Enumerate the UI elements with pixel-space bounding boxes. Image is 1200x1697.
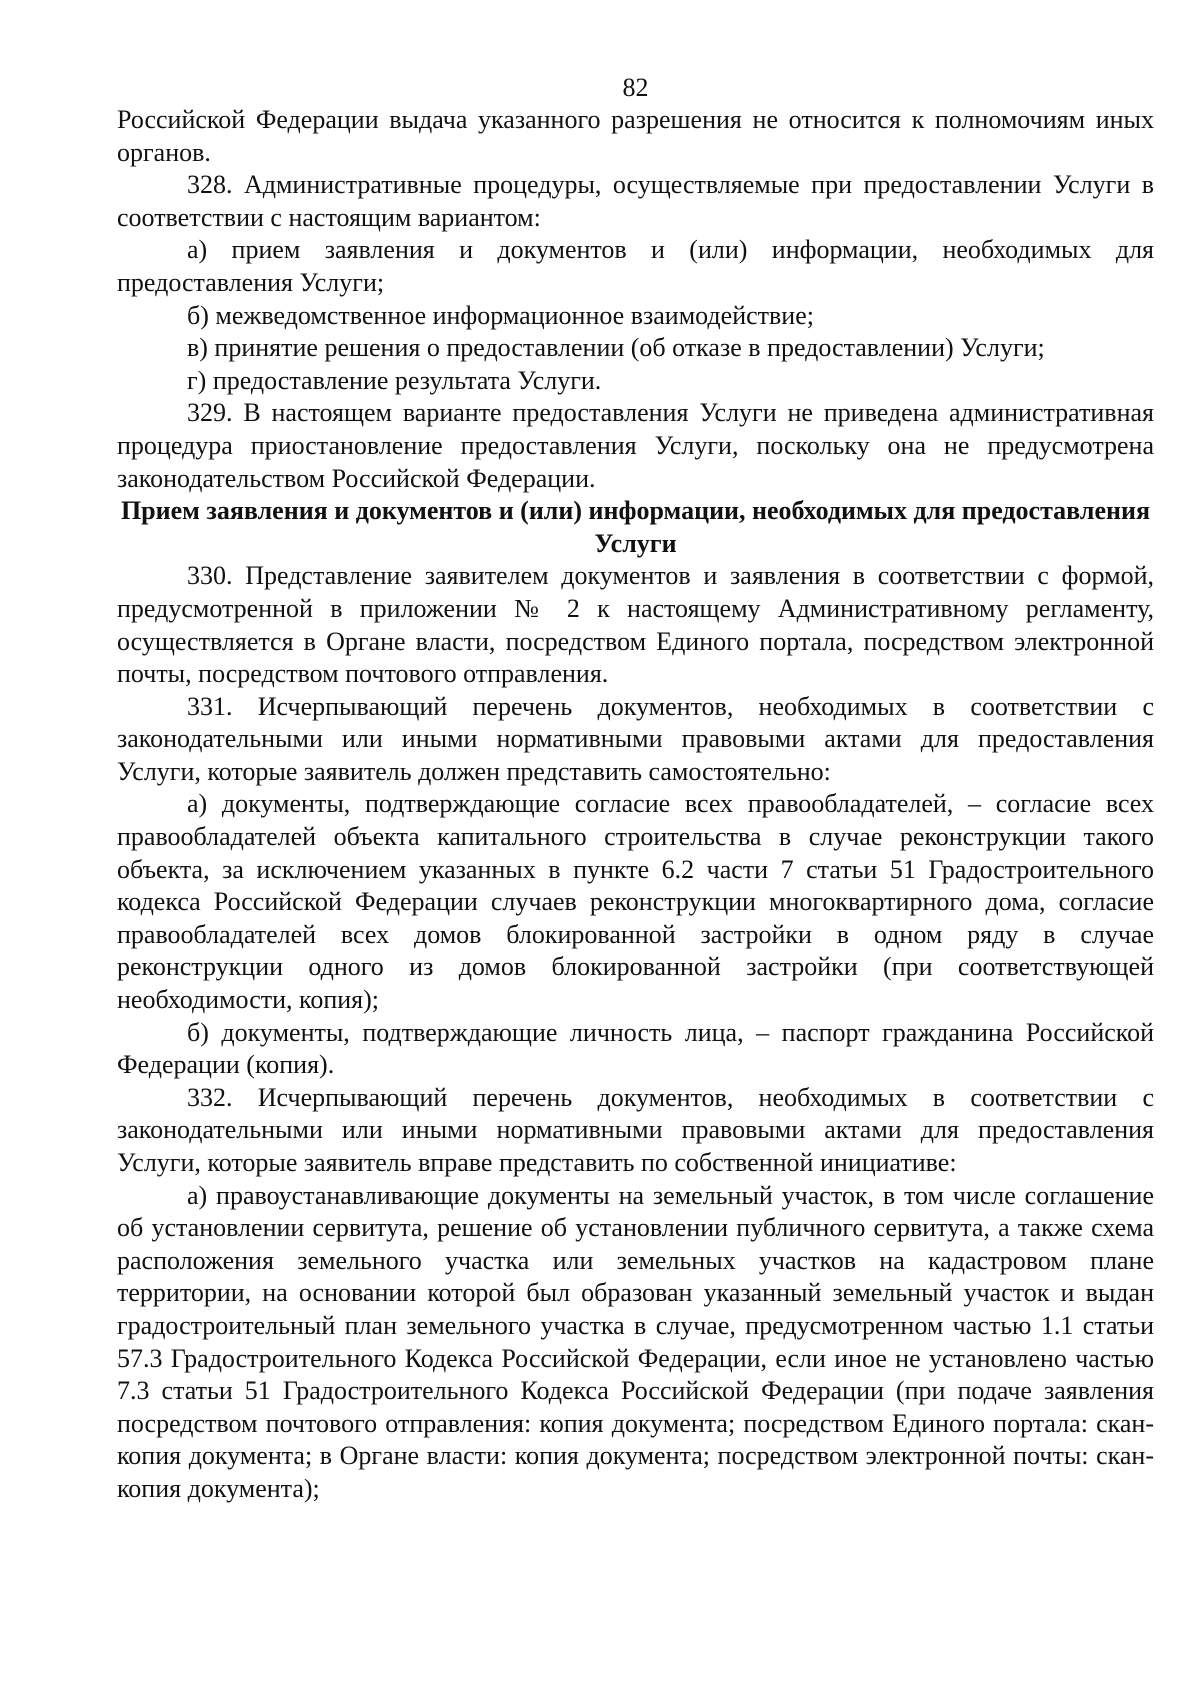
- paragraph-329: 329. В настоящем варианте предоставления Услуги не приведена административная процедура приостановление предоставления Услуги, поскольку она не предусмотрена законодательством Российской Федерации.: [117, 398, 1154, 493]
- paragraph-331-a: а) документы, подтверждающие согласие всех правообладателей, – согласие всех правообладателей объекта капитального строительства в случае реконструкции такого объекта, за исключением указанных в пункте 6.2 части 7 статьи 51 Градостроительного кодекса Российской Федерации случаев реконструкции многоквартирного дома, согласие правообладателей всех домов блокированной застройки в одном ряду в случае реконструкции одного из домов блокированной застройки (при соответствующей необходимости, копия);: [117, 789, 1154, 1015]
- paragraph-continuation: Российской Федерации выдача указанного разрешения не относится к полномочиям иных органов.: [117, 105, 1154, 167]
- paragraph-332: 332. Исчерпывающий перечень документов, необходимых в соответствии с законодательными или иными нормативными правовыми актами для предоставления Услуги, которые заявитель вправе представить по собственной инициативе:: [117, 1082, 1154, 1177]
- paragraph-328-v: в) принятие решения о предоставлении (об отказе в предоставлении) Услуги;: [187, 333, 1045, 363]
- paragraph-332-a: а) правоустанавливающие документы на земельный участок, в том числе соглашение об установлении сервитута, решение об установлении публичного сервитута, а также схема расположения земельного участка или земельных участков на кадастровом плане территории, на основании которой был образован указанный земельный участок и выдан градостроительный план земельного участка в случае, предусмотренном частью 1.1 статьи 57.3 Градостроительного Кодекса Российской Федерации, если иное не установлено частью 7.3 статьи 51 Градостроительного Кодекса Российской Федерации (при подаче заявления посредством почтового отправления: копия документа; посредством Единого портала: скан-копия документа; в Органе власти: копия документа; посредством электронной почты: скан-копия документа);: [117, 1180, 1154, 1503]
- paragraph-330: 330. Представление заявителем документов и заявления в соответствии с формой, предусмотренной в приложении № 2 к настоящему Административному регламенту, осуществляется в Органе власти, посредством Единого портала, посредством электронной почты, посредством почтового отправления.: [117, 561, 1154, 689]
- document-page: [117, 72, 1154, 1506]
- paragraphs-before-heading: [117, 104, 1154, 495]
- page-number: 82: [622, 73, 649, 102]
- paragraph-328: 328. Административные процедуры, осуществляемые при предоставлении Услуги в соответствии с настоящим вариантом:: [117, 170, 1154, 232]
- paragraphs-after-heading: [117, 560, 1154, 1505]
- paragraph-331-b: б) документы, подтверждающие личность лица, – паспорт гражданина Российской Федерации (копия).: [117, 1017, 1154, 1080]
- paragraph-331: 331. Исчерпывающий перечень документов, необходимых в соответствии с законодательными или иными нормативными правовыми актами для предоставления Услуги, которые заявитель должен представить самостоятельно:: [117, 691, 1154, 786]
- paragraph-328-b: б) межведомственное информационное взаимодействие;: [187, 300, 814, 330]
- section-heading: Прием заявления и документов и (или) информации, необходимых для предоставления Услуги: [120, 496, 1151, 558]
- paragraph-328-a: а) прием заявления и документов и (или) информации, необходимых для предоставления Услуги;: [117, 235, 1154, 297]
- paragraph-328-g: г) предоставление результата Услуги.: [187, 365, 602, 395]
